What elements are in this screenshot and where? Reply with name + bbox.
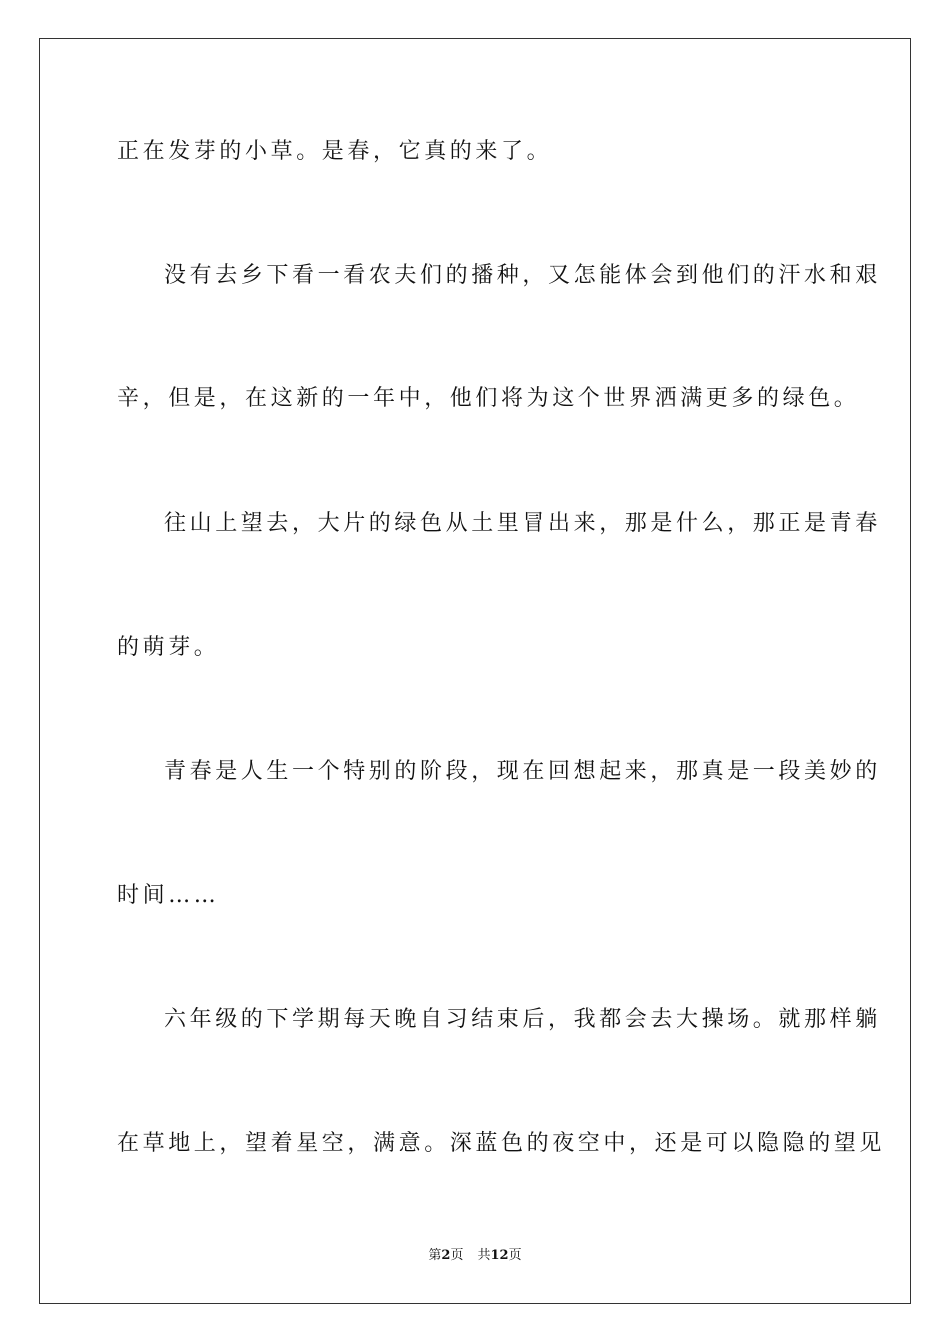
text-line-1: 正在发芽的小草。是春，它真的来了。 <box>117 139 553 164</box>
page-border <box>39 38 911 1304</box>
text-line-6: 青春是人生一个特别的阶段，现在回想起来，那真是一段美妙的 <box>164 759 881 784</box>
page-footer <box>0 1248 950 1264</box>
total-suffix: 页 <box>508 1248 522 1263</box>
text-line-2: 没有去乡下看一看农夫们的播种，又怎能体会到他们的汗水和艰 <box>164 263 881 288</box>
total-prefix: 共 <box>477 1248 491 1263</box>
page-number: 2 <box>441 1248 451 1263</box>
text-line-8: 六年级的下学期每天晚自习结束后，我都会去大操场。就那样躺 <box>164 1007 881 1032</box>
page-suffix: 页 <box>450 1248 464 1263</box>
page-prefix: 第 <box>428 1248 442 1263</box>
text-line-5: 的萌芽。 <box>117 635 220 660</box>
text-line-4: 往山上望去，大片的绿色从土里冒出来，那是什么，那正是青春 <box>164 511 881 536</box>
text-line-9: 在草地上，望着星空，满意。深蓝色的夜空中，还是可以隐隐的望见 <box>117 1131 886 1156</box>
text-line-7: 时间…… <box>117 883 220 908</box>
total-pages: 12 <box>490 1248 509 1263</box>
text-line-3: 辛，但是，在这新的一年中，他们将为这个世界洒满更多的绿色。 <box>117 386 860 411</box>
